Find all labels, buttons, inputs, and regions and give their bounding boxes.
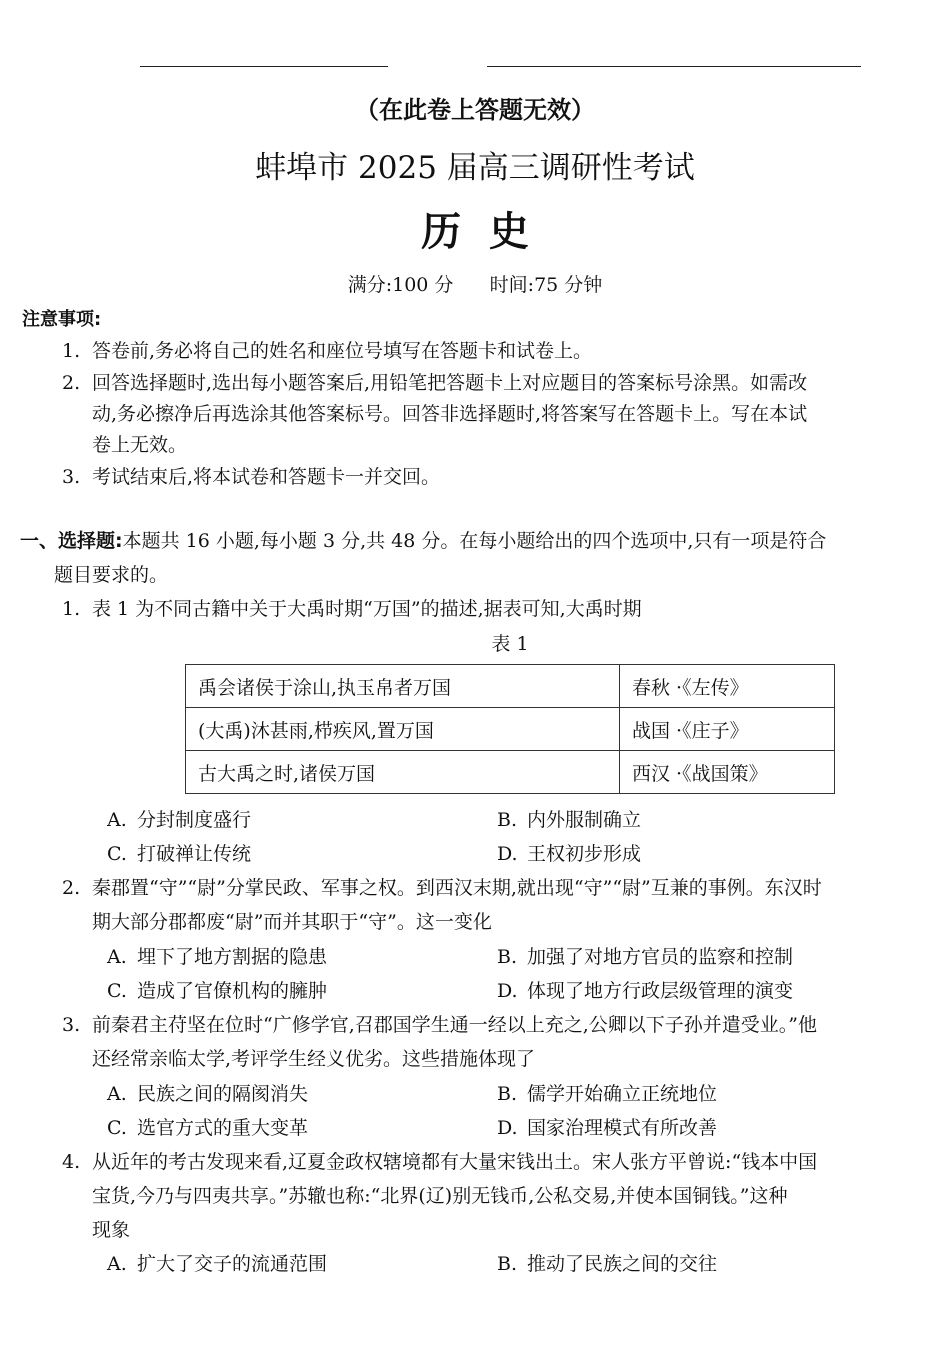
option-text: 儒学开始确立正统地位 xyxy=(527,1083,718,1105)
q1-option-b[interactable] xyxy=(497,807,641,833)
option-label: A. xyxy=(107,946,127,968)
option-text: 打破禅让传统 xyxy=(137,843,252,865)
q1-option-c[interactable] xyxy=(107,841,251,867)
question-4-stem-line-3: 现象 xyxy=(92,1219,131,1241)
option-label: D. xyxy=(497,1117,518,1139)
option-text: 加强了对地方官员的监察和控制 xyxy=(527,946,794,968)
instructions-heading: 注意事项: xyxy=(22,309,102,330)
table-cell-source: 战国 ·《庄子》 xyxy=(620,708,835,751)
question-4-number: 4. xyxy=(62,1151,81,1173)
table-cell-description: 古大禹之时,诸侯万国 xyxy=(186,751,620,794)
seat-blank-line xyxy=(487,66,861,67)
option-text: 埋下了地方割据的隐患 xyxy=(137,946,328,968)
option-label: C. xyxy=(107,980,127,1002)
instruction-1-num: 1. xyxy=(62,340,81,362)
section-instruction-line-2: 题目要求的。 xyxy=(54,564,169,586)
instruction-2-line-1: 回答选择题时,选出每小题答案后,用铅笔把答题卡上对应题目的答案标号涂黑。如需改 xyxy=(92,372,808,394)
option-text: 扩大了交子的流通范围 xyxy=(137,1253,328,1275)
q2-option-b[interactable] xyxy=(497,944,793,970)
option-text: 王权初步形成 xyxy=(527,843,642,865)
q3-option-b[interactable] xyxy=(497,1081,717,1107)
table-cell-description: (大禹)沐甚雨,栉疾风,置万国 xyxy=(186,708,620,751)
option-label: B. xyxy=(497,809,518,831)
q1-option-d[interactable] xyxy=(497,841,641,867)
question-4-stem-line-1: 从近年的考古发现来看,辽夏金政权辖境都有大量宋钱出土。宋人张方平曾说:“钱本中国 xyxy=(92,1151,818,1173)
option-label: A. xyxy=(107,1253,127,1275)
option-text: 内外服制确立 xyxy=(527,809,642,831)
question-3-number: 3. xyxy=(62,1014,81,1036)
option-label: C. xyxy=(107,1117,127,1139)
exam-title: 蚌埠市 2025 届高三调研性考试 xyxy=(255,150,695,186)
instruction-2-num: 2. xyxy=(62,372,81,394)
instruction-3-text: 考试结束后,将本试卷和答题卡一并交回。 xyxy=(92,466,441,488)
question-1-stem: 表 1 为不同古籍中关于大禹时期“万国”的描述,据表可知,大禹时期 xyxy=(92,598,642,620)
section-instruction-line-1: 本题共 16 小题,每小题 3 分,共 48 分。在每小题给出的四个选项中,只有一项是符合 xyxy=(122,530,827,552)
instruction-3-num: 3. xyxy=(62,466,81,488)
q4-option-b[interactable] xyxy=(497,1251,717,1277)
q1-option-a[interactable] xyxy=(107,807,251,833)
question-2-stem-line-1: 秦郡置“守”“尉”分掌民政、军事之权。到西汉末期,就出现“守”“尉”互兼的事例。东汉时 xyxy=(92,877,822,899)
table-row xyxy=(186,665,835,708)
table-row xyxy=(186,708,835,751)
score-time: 满分:100 分 时间:75 分钟 xyxy=(347,274,603,296)
option-text: 体现了地方行政层级管理的演变 xyxy=(527,980,794,1002)
question-3-stem-line-2: 还经常亲临太学,考评学生经义优劣。这些措施体现了 xyxy=(92,1048,536,1070)
option-label: B. xyxy=(497,946,518,968)
option-label: B. xyxy=(497,1253,518,1275)
q2-option-a[interactable] xyxy=(107,944,327,970)
instruction-2-line-2: 动,务必擦净后再选涂其他答案标号。回答非选择题时,将答案写在答题卡上。写在本试 xyxy=(92,403,808,425)
q3-option-d[interactable] xyxy=(497,1115,717,1141)
q3-option-c[interactable] xyxy=(107,1115,308,1141)
question-4-stem-line-2: 宝货,今乃与四夷共享。”苏辙也称:“北界(辽)别无钱币,公私交易,并使本国铜钱。”这种 xyxy=(92,1185,788,1207)
instruction-2-line-3: 卷上无效。 xyxy=(92,434,188,456)
option-text: 推动了民族之间的交往 xyxy=(527,1253,718,1275)
q2-option-d[interactable] xyxy=(497,978,793,1004)
option-text: 民族之间的隔阂消失 xyxy=(137,1083,309,1105)
invalid-notice: （在此卷上答题无效） xyxy=(355,96,595,124)
subject-title: 历 史 xyxy=(421,209,529,255)
table-cell-source: 春秋 ·《左传》 xyxy=(620,665,835,708)
name-blank-line xyxy=(140,66,388,67)
q4-option-a[interactable] xyxy=(107,1251,327,1277)
section-heading xyxy=(20,528,826,554)
question-3-stem-line-1: 前秦君主苻坚在位时“广修学官,召郡国学生通一经以上充之,公卿以下子孙并遣受业。”他 xyxy=(92,1014,818,1036)
table-cell-source: 西汉 ·《战国策》 xyxy=(620,751,835,794)
option-label: A. xyxy=(107,1083,127,1105)
option-label: A. xyxy=(107,809,127,831)
table-row xyxy=(186,751,835,794)
table-caption: 表 1 xyxy=(491,633,529,655)
q3-option-a[interactable] xyxy=(107,1081,308,1107)
question-1-number: 1. xyxy=(62,598,81,620)
option-label: C. xyxy=(107,843,127,865)
question-2-number: 2. xyxy=(62,877,81,899)
option-label: B. xyxy=(497,1083,518,1105)
table-cell-description: 禹会诸侯于涂山,执玉帛者万国 xyxy=(186,665,620,708)
option-text: 选官方式的重大变革 xyxy=(137,1117,309,1139)
ancient-records-table xyxy=(185,664,835,794)
option-text: 分封制度盛行 xyxy=(137,809,252,831)
section-label: 一、选择题: xyxy=(20,530,123,552)
option-text: 造成了官僚机构的臃肿 xyxy=(137,980,328,1002)
option-label: D. xyxy=(497,980,518,1002)
option-text: 国家治理模式有所改善 xyxy=(527,1117,718,1139)
question-2-stem-line-2: 期大部分郡都废“尉”而并其职于“守”。这一变化 xyxy=(92,911,492,933)
option-label: D. xyxy=(497,843,518,865)
q2-option-c[interactable] xyxy=(107,978,327,1004)
instruction-1-text: 答卷前,务必将自己的姓名和座位号填写在答题卡和试卷上。 xyxy=(92,340,593,362)
